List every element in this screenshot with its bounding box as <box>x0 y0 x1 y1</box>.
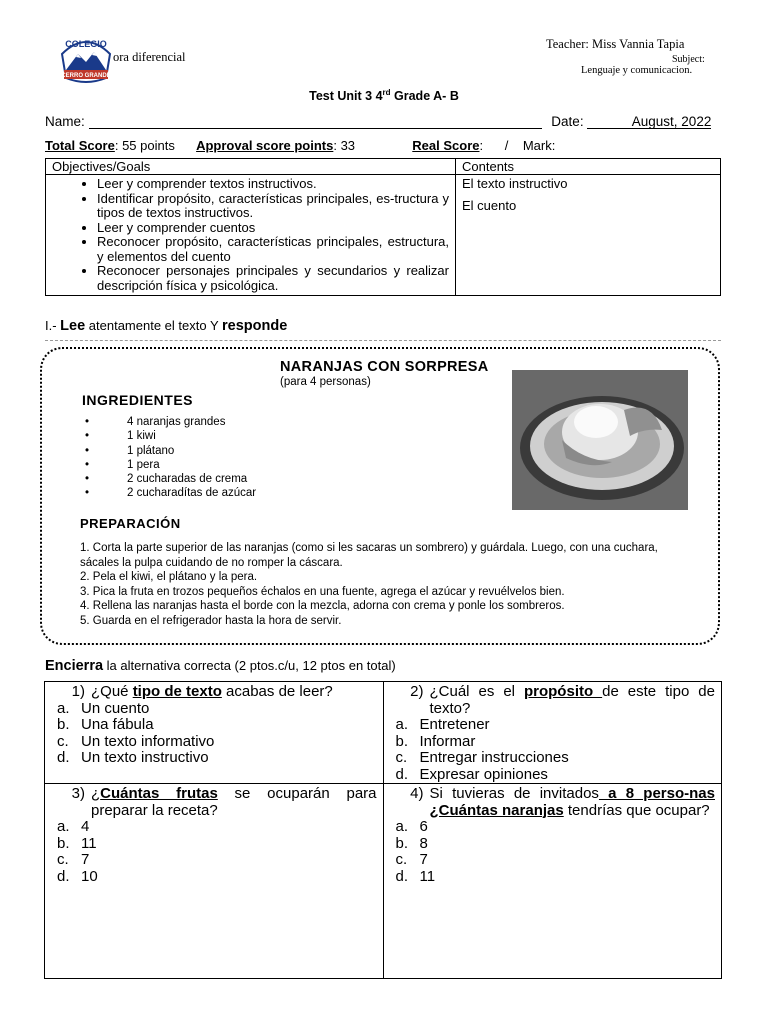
subject-value: Lenguaje y comunicacion. <box>581 65 693 76</box>
answer-option[interactable]: a. Entretener <box>395 716 490 733</box>
preparation-step: 5. Guarda en el refrigerador hasta la hora de servir. <box>80 614 342 627</box>
approval-score-value: : 33 <box>333 138 356 153</box>
ingredient-item: • 2 cucharadítas de azúcar <box>82 486 256 500</box>
contents-cell <box>456 175 721 296</box>
contents-header: Contents <box>456 159 721 175</box>
recipe-photo <box>512 370 688 510</box>
answer-option[interactable]: b. Informar <box>395 732 476 750</box>
answer-option[interactable]: a. Un cuento <box>57 699 150 717</box>
answer-option[interactable]: b. Una fábula <box>57 716 154 733</box>
date-label: Date: <box>551 114 584 129</box>
name-label: Name: <box>45 114 85 129</box>
logo-text-bottom: CERRO GRANDE <box>61 73 111 79</box>
section-1-instruction: I.- Lee atentamente el texto Y responde <box>45 318 288 334</box>
score-row <box>45 138 555 153</box>
recipe-subtitle: (para 4 personas) <box>280 376 371 388</box>
divider <box>45 340 721 341</box>
ingredient-item: • 1 pera <box>82 458 256 472</box>
answer-option[interactable]: c. 7 <box>395 851 428 868</box>
preparation-step: 2. Pela el kiwi, el plátano y la pera. <box>80 571 258 583</box>
ingredients-heading: INGREDIENTES <box>82 392 194 408</box>
questions-table <box>44 681 722 979</box>
ingredients-list <box>82 415 256 501</box>
answer-option[interactable]: d. Expresar opiniones <box>395 765 548 783</box>
preparation-step: 3. Pica la fruta en trozos pequeños échalos en una fuente, agrega el azúcar y revuélvelos bien. <box>80 585 565 598</box>
answer-option[interactable]: c. 7 <box>57 851 90 868</box>
date-value: August, 2022 <box>631 114 712 129</box>
name-field[interactable] <box>89 114 542 129</box>
content-item: El texto instructivo <box>462 176 568 191</box>
name-date-row <box>45 114 711 129</box>
content-item: El cuento <box>462 197 517 213</box>
ingredient-item: • 1 kiwi <box>82 429 256 443</box>
goal-item: • Reconocer propósito, características principales, estructura, y elementos del cuento <box>97 235 449 264</box>
recipe-title: NARANJAS CON SORPRESA <box>280 359 489 375</box>
preparation-heading: PREPARACIÓN <box>80 516 181 531</box>
real-score-label: Real Score <box>412 138 480 153</box>
real-score-value: : / Mark: <box>479 138 556 153</box>
school-logo <box>56 34 116 86</box>
ingredient-item: • 2 cucharadas de crema <box>82 472 256 486</box>
answer-option[interactable]: c. Entregar instrucciones <box>395 749 569 766</box>
answer-option[interactable]: a. 6 <box>395 818 428 835</box>
date-field[interactable] <box>587 114 711 129</box>
objectives-header: Objectives/Goals <box>46 159 456 175</box>
answer-option[interactable]: d. Un texto instructivo <box>57 749 209 766</box>
subject-label: Subject: <box>672 54 705 65</box>
ingredient-item: • 4 naranjas grandes <box>82 415 256 429</box>
total-score-value: : 55 points <box>114 138 175 153</box>
goal-item: • Reconocer personajes principales y secundarios y realizar descripción física y psicológica. <box>97 264 449 293</box>
school-name-suffix: ora diferencial <box>113 50 186 64</box>
objectives-table <box>45 158 721 296</box>
questions-instruction: Encierra la alternativa correcta (2 ptos.c/u, 12 ptos en total) <box>45 658 396 674</box>
question-4: 4) Si tuvieras de invitados a 8 perso-nas ¿Cuántas naranjas tendrías que ocupar? a. 6 b. 8 c. 7 d. 11 <box>383 784 722 979</box>
approval-score-label: Approval score points <box>196 138 334 153</box>
teacher-name: Teacher: Miss Vannia Tapia <box>546 37 685 51</box>
answer-option[interactable]: b. 11 <box>57 834 97 852</box>
goal-item: • Leer y comprender textos instructivos. <box>97 177 449 192</box>
question-2: 2) ¿Cuál es el propósito de este tipo de texto? a. Entretener b. Informar c. Entregar instrucciones d. Expresar opiniones <box>383 682 722 784</box>
question-1: 1) ¿Qué tipo de texto acabas de leer? a. Un cuento b. Una fábula c. Un texto informativo d. Un texto instructivo <box>45 682 384 784</box>
answer-option[interactable]: d. 10 <box>57 867 98 885</box>
preparation-steps <box>80 541 690 628</box>
total-score-label: Total Score <box>45 138 115 153</box>
goals-cell <box>46 175 456 296</box>
question-3: 3) ¿Cuántas frutas se ocuparán para preparar la receta? a. 4 b. 11 c. 7 d. 10 <box>45 784 384 979</box>
ingredient-item: • 1 plátano <box>82 444 256 458</box>
goal-item: • Leer y comprender cuentos <box>97 221 449 236</box>
goals-list <box>52 177 449 293</box>
answer-option[interactable]: b. 8 <box>395 834 428 852</box>
preparation-step: 4. Rellena las naranjas hasta el borde con la mezcla, adorna con crema y ponle los sombreros. <box>80 600 565 612</box>
answer-option[interactable]: d. 11 <box>395 867 436 885</box>
logo-text-top: COLEGIO <box>65 39 107 49</box>
preparation-step: 1. Corta la parte superior de las naranjas (como si les sacaras un sombrero) y guárdala. Luego, con una cuchara, sácales la pulpa cuidando de no romper la cáscara. <box>80 542 658 569</box>
goal-item: • Identificar propósito, características principales, es-tructura y tipos de textos instructivos. <box>97 192 449 221</box>
test-title: Test Unit 3 4rd Grade A- B <box>309 88 459 104</box>
answer-option[interactable]: c. Un texto informativo <box>57 732 215 750</box>
answer-option[interactable]: a. 4 <box>57 818 90 835</box>
